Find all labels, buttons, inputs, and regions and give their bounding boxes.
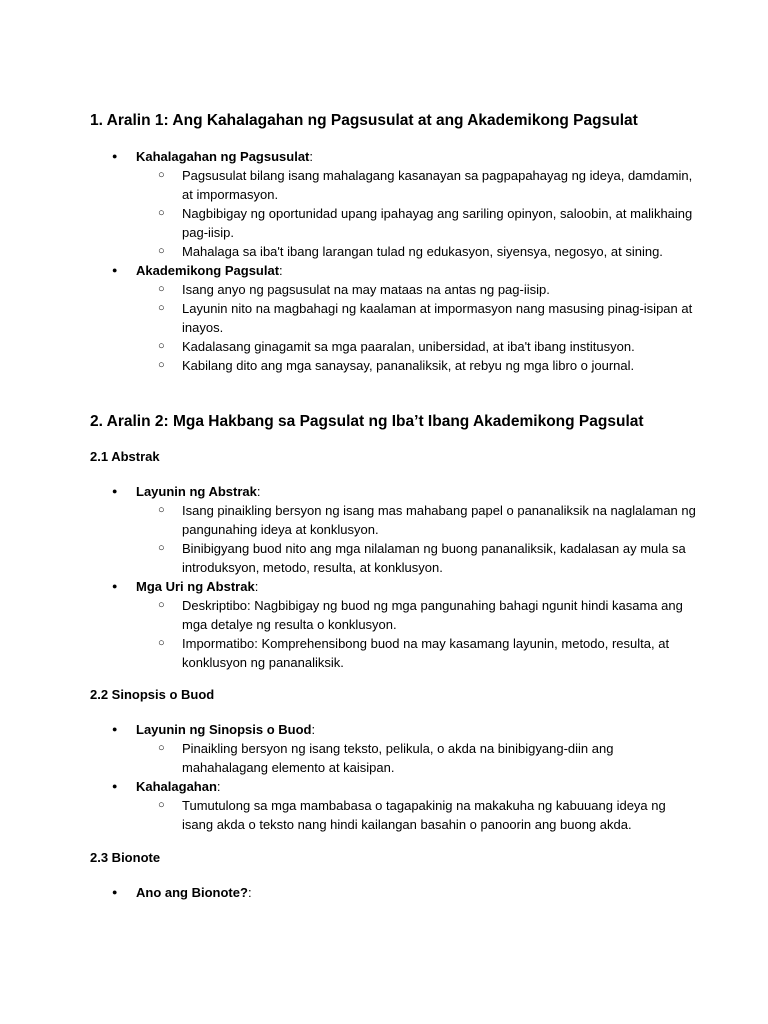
list-item: ● Layunin ng Abstrak: ○ Isang pinaikling bersyon ng isang mas mahabang papel o pananaliksik na naglalaman ng pangunahing ideya at konklusyon. ○ Binibigyang buod nito ang mga nilalaman ng buong pananaliksik, kadalasan ay mula sa introduksyon, metodo, resulta, at konklusyon.	[90, 482, 700, 577]
bullet-label: Kahalagahan ng Pagsusulat	[136, 149, 310, 164]
list-item: ○ Binibigyang buod nito ang mga nilalaman ng buong pananaliksik, kadalasan ay mula sa introduksyon, metodo, resulta, at konklusyon.	[136, 539, 700, 577]
list-item: ● Mga Uri ng Abstrak: ○ Deskriptibo: Nagbibigay ng buod ng mga pangunahing bahagi ngunit hindi kasama ang mga detalye ng resulta o konklusyon. ○ Impormatibo: Komprehensibong buod na may kasamang layunin, metodo, resulta, at konklusyon ng pananaliksik.	[90, 577, 700, 672]
list-item: ○ Deskriptibo: Nagbibigay ng buod ng mga pangunahing bahagi ngunit hindi kasama ang mga detalye ng resulta o konklusyon.	[136, 596, 700, 634]
bullet-label: Ano ang Bionote?	[136, 885, 248, 900]
subsection-2-3-list	[90, 883, 700, 902]
bullet-label: Mga Uri ng Abstrak	[136, 579, 255, 594]
list-item: ○ Layunin nito na magbahagi ng kaalaman at impormasyon nang masusing pinag-isipan at inayos.	[136, 299, 700, 337]
list-item: ○ Mahalaga sa iba't ibang larangan tulad ng edukasyon, siyensya, negosyo, at sining.	[136, 242, 700, 261]
subsection-2-1-list	[90, 482, 700, 672]
list-item: ○ Pinaikling bersyon ng isang teksto, pelikula, o akda na binibigyang-diin ang mahahalagang elemento at kaisipan.	[136, 739, 700, 777]
list-item: ○ Pagsusulat bilang isang mahalagang kasanayan sa pagpapahayag ng ideya, damdamin, at impormasyon.	[136, 166, 700, 204]
bullet-label: Kahalagahan	[136, 779, 217, 794]
bullet-label: Layunin ng Sinopsis o Buod	[136, 722, 312, 737]
list-item: ● Kahalagahan: ○ Tumutulong sa mga mambabasa o tagapakinig na makakuha ng kabuuang ideya ng isang akda o teksto nang hindi kailangan basahin o panoorin ang buong akda.	[90, 777, 700, 834]
section-1-list	[90, 147, 700, 375]
list-item: ● Ano ang Bionote?:	[90, 883, 700, 902]
list-item: ○ Tumutulong sa mga mambabasa o tagapakinig na makakuha ng kabuuang ideya ng isang akda o teksto nang hindi kailangan basahin o panoorin ang buong akda.	[136, 796, 700, 834]
list-item: ○ Impormatibo: Komprehensibong buod na may kasamang layunin, metodo, resulta, at konklusyon ng pananaliksik.	[136, 634, 700, 672]
section-2-title: 2. Aralin 2: Mga Hakbang sa Pagsulat ng Iba’t Ibang Akademikong Pagsulat	[90, 413, 644, 430]
bullet-label: Layunin ng Abstrak	[136, 484, 257, 499]
list-item: ● Akademikong Pagsulat: ○ Isang anyo ng pagsusulat na may mataas na antas ng pag-iisip. ○ Layunin nito na magbahagi ng kaalaman at impormasyon nang masusing pinag-isipan at inayos. ○ Kadalasang ginagamit sa mga paaralan, unibersidad, at iba't ibang institusyon. ○ Kabilang dito ang mga sanaysay, pananaliksik, at rebyu ng mga libro o journal.	[90, 261, 700, 375]
list-item: ○ Nagbibigay ng oportunidad upang ipahayag ang sariling opinyon, saloobin, at malikhaing pag-iisip.	[136, 204, 700, 242]
subsection-2-2-list	[90, 720, 700, 834]
section-1-title: 1. Aralin 1: Ang Kahalagahan ng Pagsusulat at ang Akademikong Pagsulat	[90, 112, 638, 129]
list-item: ● Layunin ng Sinopsis o Buod: ○ Pinaikling bersyon ng isang teksto, pelikula, o akda na binibigyang-diin ang mahahalagang elemento at kaisipan.	[90, 720, 700, 777]
list-item: ○ Kabilang dito ang mga sanaysay, pananaliksik, at rebyu ng mga libro o journal.	[136, 356, 700, 375]
subsection-2-2-title: 2.2 Sinopsis o Buod	[90, 687, 215, 702]
list-item: ○ Isang pinaikling bersyon ng isang mas mahabang papel o pananaliksik na naglalaman ng pangunahing ideya at konklusyon.	[136, 501, 700, 539]
list-item: ○ Isang anyo ng pagsusulat na may mataas na antas ng pag-iisip.	[136, 280, 700, 299]
subsection-2-1-title: 2.1 Abstrak	[90, 449, 160, 464]
list-item: ○ Kadalasang ginagamit sa mga paaralan, unibersidad, at iba't ibang institusyon.	[136, 337, 700, 356]
list-item: ● Kahalagahan ng Pagsusulat: ○ Pagsusulat bilang isang mahalagang kasanayan sa pagpapahayag ng ideya, damdamin, at impormasyon. ○ Nagbibigay ng oportunidad upang ipahayag ang sariling opinyon, saloobin, at malikhaing pag-iisip. ○ Mahalaga sa iba't ibang larangan tulad ng edukasyon, siyensya, negosyo, at sining.	[90, 147, 700, 261]
subsection-2-3-title: 2.3 Bionote	[90, 850, 161, 865]
bullet-label: Akademikong Pagsulat	[136, 263, 280, 278]
